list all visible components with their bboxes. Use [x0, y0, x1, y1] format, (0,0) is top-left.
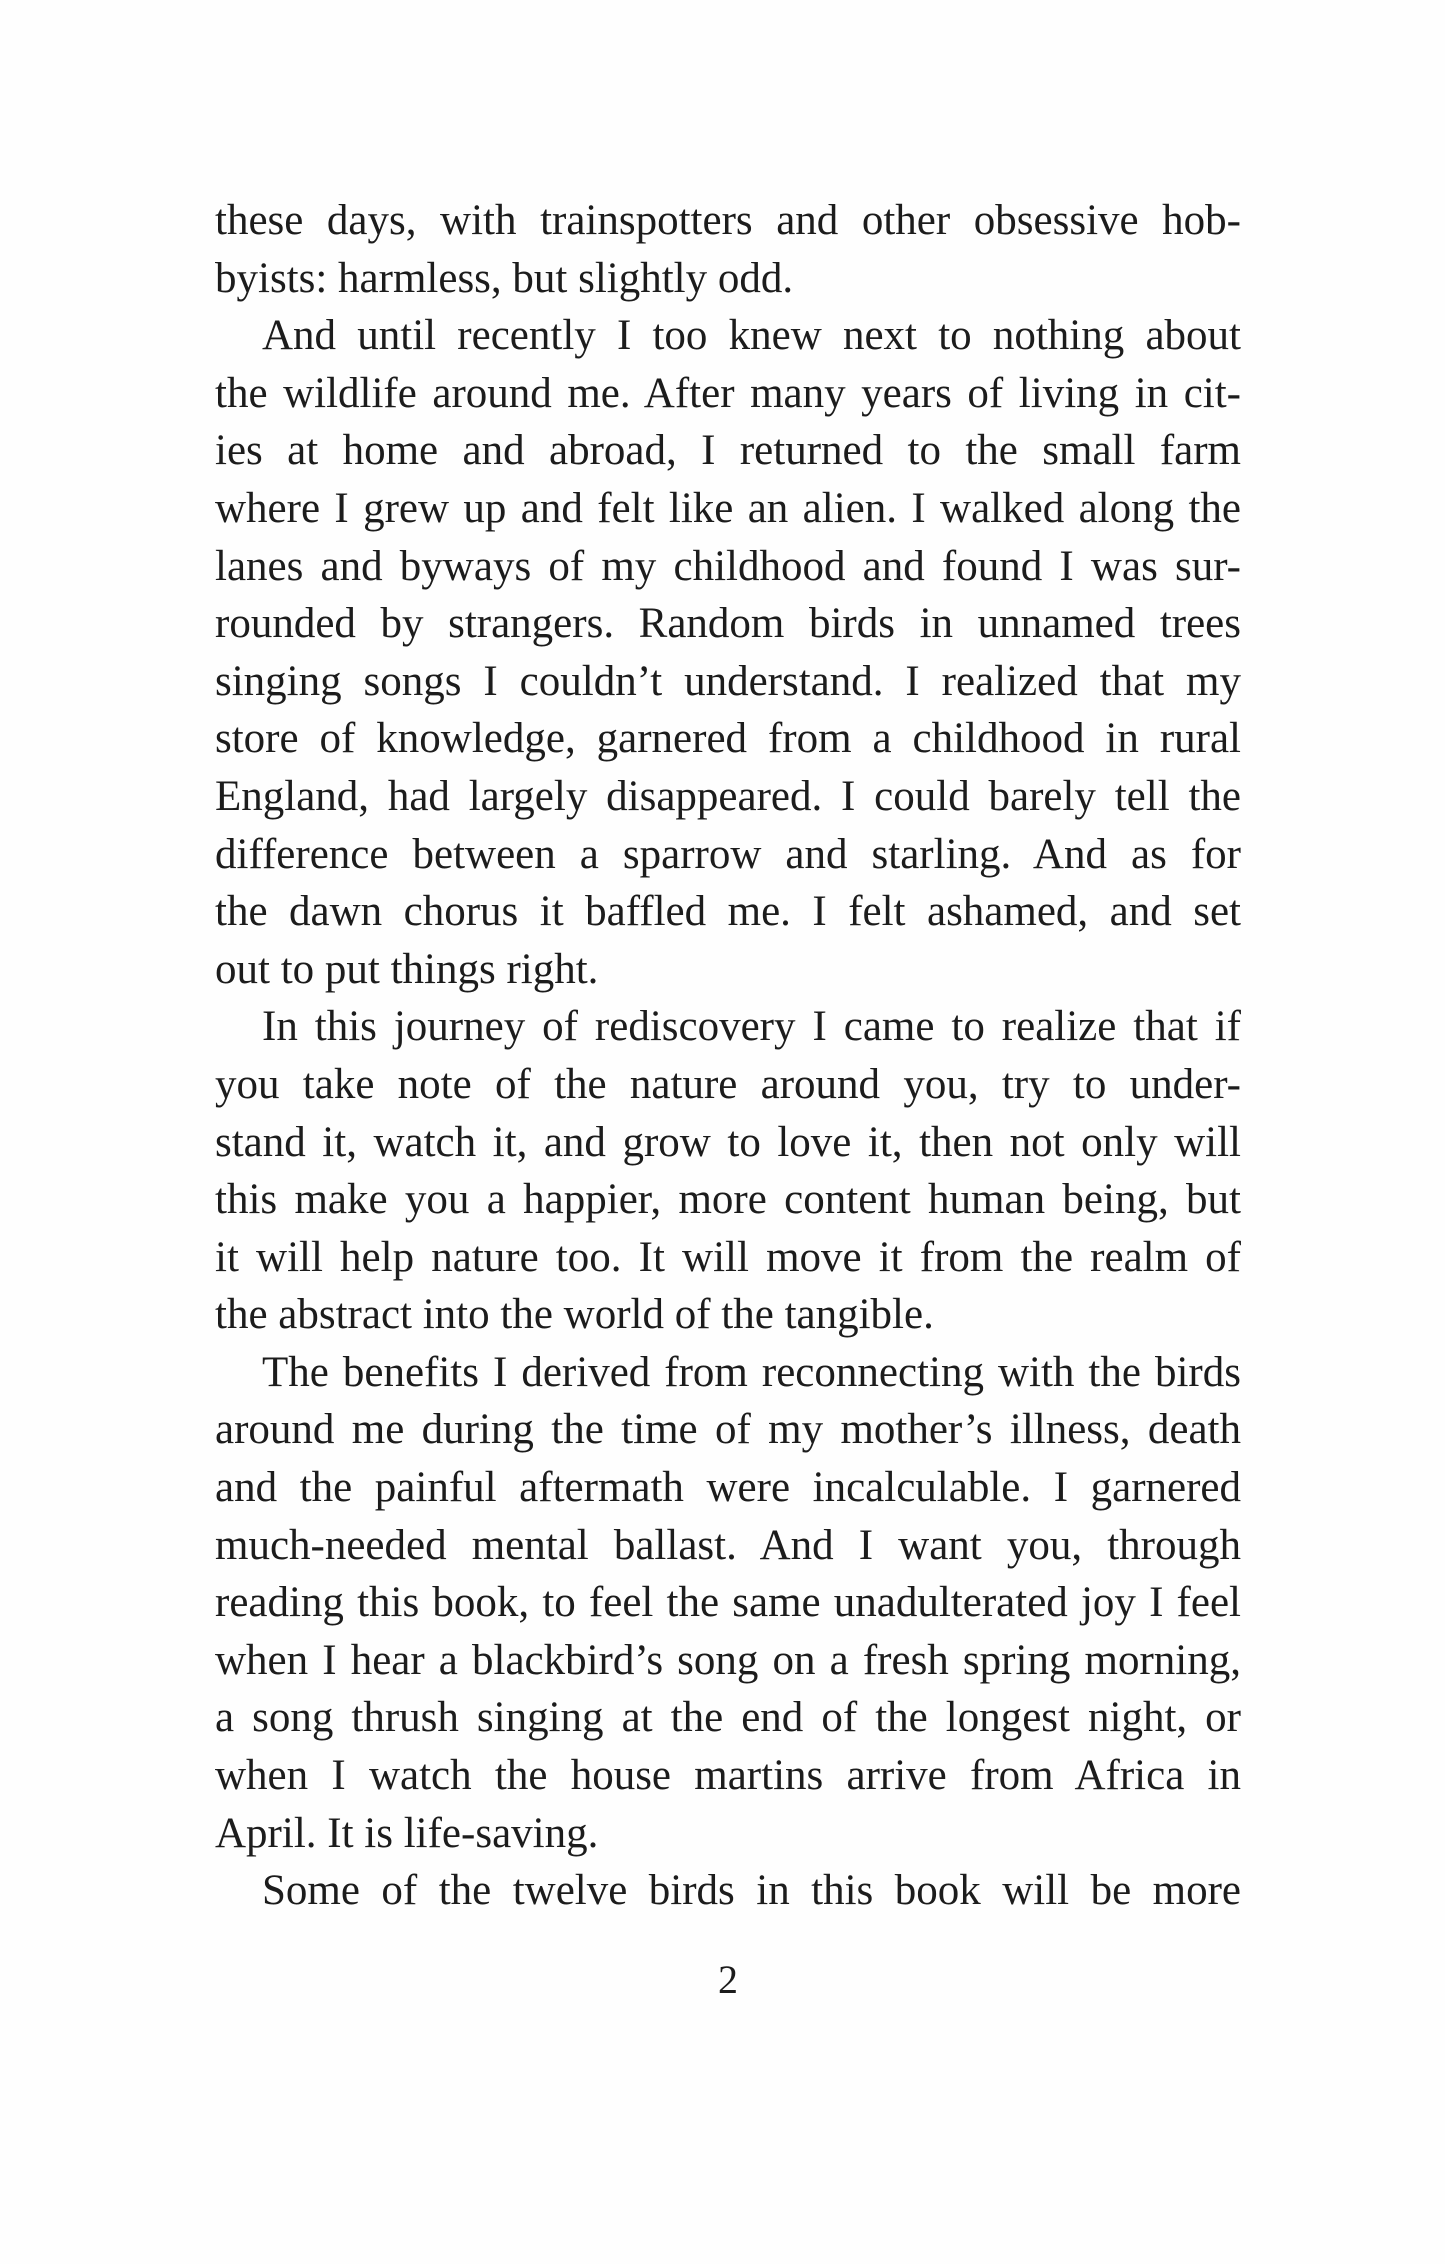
text-line: Some of the twelve birds in this book will be more [262, 1867, 1241, 1915]
text-line: where I grew up and felt like an alien. I walked along the [215, 484, 1241, 532]
text-line: when I watch the house martins arrive from Africa in [215, 1752, 1241, 1800]
paragraph [215, 1344, 1241, 1862]
paragraph [215, 307, 1241, 998]
text-line: the dawn chorus it baffled me. I felt ashamed, and set [215, 888, 1241, 936]
text-line: rounded by strangers. Random birds in unnamed trees [215, 600, 1241, 648]
paragraph [215, 1862, 1241, 1920]
text-line: In this journey of rediscovery I came to realize that if [262, 1003, 1241, 1051]
text-line: singing songs I couldn’t understand. I realized that my [215, 657, 1241, 705]
text-line: difference between a sparrow and starling. And as for [215, 830, 1241, 878]
text-line: the abstract into the world of the tangible. [215, 1291, 934, 1339]
text-line: England, had largely disappeared. I could barely tell the [215, 772, 1241, 820]
text-line: you take note of the nature around you, try to under- [215, 1060, 1241, 1108]
page-text [215, 192, 1241, 1920]
text-line: and the painful aftermath were incalculable. I garnered [215, 1464, 1241, 1512]
page-number: 2 [718, 1957, 738, 2002]
text-line: April. It is life-saving. [215, 1809, 599, 1857]
text-line: out to put things right. [215, 945, 599, 993]
text-line: a song thrush singing at the end of the longest night, or [215, 1694, 1241, 1742]
paragraph [215, 192, 1241, 307]
text-line: around me during the time of my mother’s illness, death [215, 1406, 1241, 1454]
paragraph [215, 998, 1241, 1344]
text-line: stand it, watch it, and grow to love it, then not only will [215, 1118, 1241, 1166]
text-line: And until recently I too knew next to nothing about [262, 312, 1241, 360]
text-line: lanes and byways of my childhood and found I was sur- [215, 542, 1241, 590]
text-line: ies at home and abroad, I returned to the small farm [215, 427, 1241, 475]
text-line: much-needed mental ballast. And I want you, through [215, 1521, 1241, 1569]
text-line: The benefits I derived from reconnecting with the birds [262, 1348, 1241, 1396]
text-line: store of knowledge, garnered from a childhood in rural [215, 715, 1241, 763]
text-line: reading this book, to feel the same unadulterated joy I feel [215, 1579, 1241, 1627]
text-line: byists: harmless, but slightly odd. [215, 254, 794, 302]
text-line: when I hear a blackbird’s song on a fresh spring morning, [215, 1636, 1241, 1684]
text-line: this make you a happier, more content human being, but [215, 1176, 1241, 1224]
text-line: the wildlife around me. After many years of living in cit- [215, 369, 1241, 417]
text-line: it will help nature too. It will move it from the realm of [215, 1233, 1241, 1281]
text-line: these days, with trainspotters and other obsessive hob- [215, 197, 1241, 244]
